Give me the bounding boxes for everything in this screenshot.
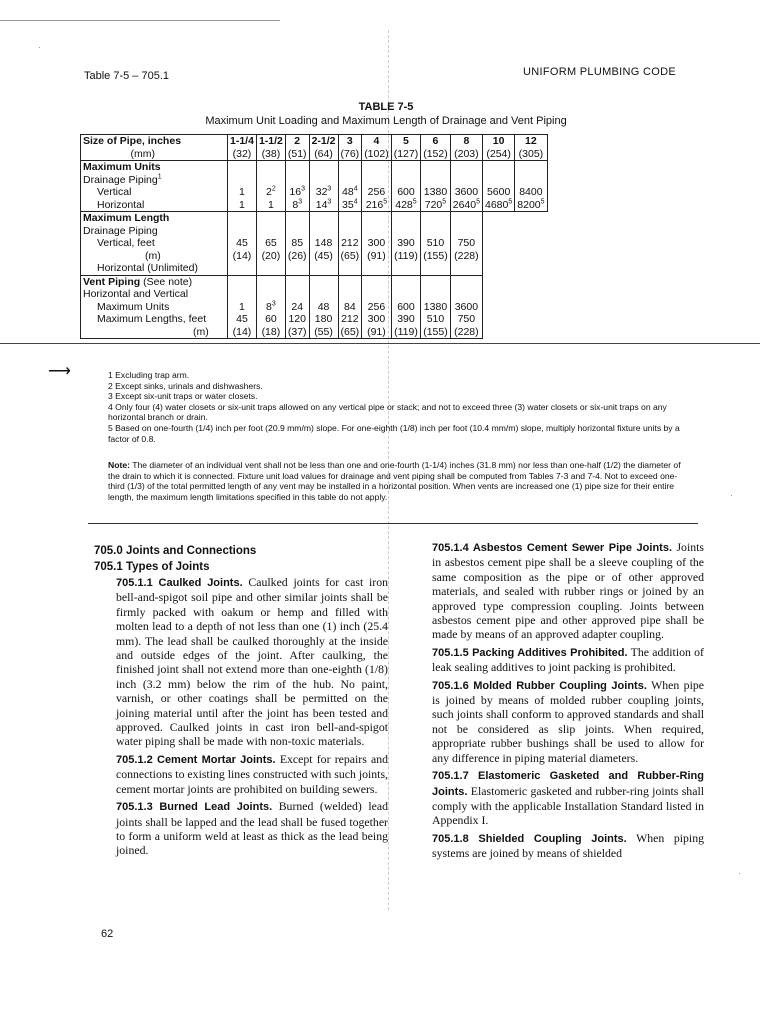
vent-feet: 390 bbox=[397, 313, 415, 325]
vent-m: (155) bbox=[423, 325, 448, 338]
empty-cell bbox=[483, 275, 515, 339]
footnote-ref: 5 bbox=[442, 198, 447, 205]
footnote-ref: 5 bbox=[508, 198, 513, 205]
footnote-ref: 4 bbox=[353, 198, 358, 205]
length-feet: 390 bbox=[397, 237, 415, 249]
vertical-value: 16 bbox=[289, 186, 302, 198]
length-m: (45) bbox=[314, 249, 333, 262]
footnote-ref: 5 bbox=[540, 198, 545, 205]
size-value: 12 bbox=[525, 135, 537, 147]
size-cell bbox=[391, 135, 421, 161]
size-value: 1-1/2 bbox=[258, 135, 283, 147]
size-mm: (152) bbox=[423, 147, 448, 160]
size-mm: (127) bbox=[393, 147, 419, 160]
value-cell bbox=[228, 161, 257, 212]
paragraph-text: Elastomeric gasketed and rubber-ring joints shall comply with the applicable Installation Standard listed in Appendix I. bbox=[432, 783, 704, 828]
paragraph-heading: 705.1.6 Molded Rubber Coupling Joints. bbox=[432, 679, 647, 692]
size-mm: (305) bbox=[518, 147, 544, 160]
value-cell bbox=[338, 161, 362, 212]
vertical-value: 2 bbox=[266, 186, 272, 198]
paragraph bbox=[432, 540, 704, 642]
paragraph-text: The addition of leak sealing additives to joint packing is prohibited. bbox=[432, 644, 704, 675]
empty-cell bbox=[483, 212, 515, 276]
footnote-ref: 3 bbox=[298, 198, 303, 205]
footnote-ref: 3 bbox=[327, 185, 332, 193]
horizontal-value: 2640 bbox=[452, 198, 477, 211]
footnote-ref: 5 bbox=[476, 198, 480, 205]
paragraph-text: When piping systems are joined by means of shielded bbox=[432, 830, 704, 861]
value-cell bbox=[338, 275, 362, 339]
value-cell bbox=[309, 212, 338, 276]
size-cell bbox=[309, 135, 338, 161]
vent-feet: 212 bbox=[341, 313, 359, 325]
vent-units: 24 bbox=[291, 300, 304, 313]
vent-m: (119) bbox=[394, 325, 418, 338]
value-cell bbox=[362, 212, 392, 276]
value-cell bbox=[421, 161, 451, 212]
value-cell bbox=[421, 212, 451, 276]
vent-units: 600 bbox=[397, 300, 415, 313]
value-cell bbox=[450, 212, 482, 276]
vertical-value: 48 bbox=[342, 186, 354, 198]
size-mm: (32) bbox=[232, 147, 252, 160]
vertical-value: 256 bbox=[367, 186, 386, 198]
vent-feet: 120 bbox=[288, 313, 306, 325]
footnote-ref: 5 bbox=[412, 198, 417, 205]
value-cell bbox=[391, 275, 421, 339]
footnote: 1 Excluding trap arm. bbox=[108, 370, 190, 380]
value-cell bbox=[309, 275, 338, 339]
size-label: Size of Pipe, inches bbox=[83, 135, 182, 147]
vent-feet: 750 bbox=[457, 313, 476, 325]
paragraph bbox=[432, 768, 704, 828]
length-feet: 750 bbox=[457, 237, 476, 249]
vent-units: 48 bbox=[317, 300, 330, 313]
size-cell bbox=[256, 135, 285, 161]
vertical-value: 1380 bbox=[423, 186, 448, 198]
value-cell bbox=[285, 161, 309, 212]
size-cell bbox=[362, 135, 392, 161]
footnote-ref: 3 bbox=[301, 185, 306, 193]
table-title-block bbox=[84, 100, 688, 128]
section-label: Maximum Units bbox=[83, 161, 161, 173]
horizontal-value: 14 bbox=[315, 198, 328, 211]
value-cell bbox=[421, 275, 451, 339]
size-cell bbox=[450, 135, 482, 161]
vent-m: (37) bbox=[287, 325, 307, 338]
size-cell bbox=[338, 135, 362, 161]
length-feet: 45 bbox=[236, 237, 248, 249]
size-value: 1-1/4 bbox=[230, 135, 254, 147]
table-row bbox=[81, 275, 548, 339]
section-label: Maximum Length bbox=[83, 212, 170, 224]
length-feet: 85 bbox=[291, 237, 304, 249]
table-container bbox=[80, 134, 548, 339]
value-cell bbox=[228, 212, 257, 276]
horizontal-value: 216 bbox=[365, 198, 384, 211]
scan-speck: · bbox=[738, 868, 741, 878]
value-cell bbox=[450, 161, 482, 212]
strike-through-line bbox=[0, 343, 760, 344]
length-m: (228) bbox=[454, 249, 479, 262]
header-left: Table 7-5 – 705.1 bbox=[84, 70, 170, 82]
length-m: (155) bbox=[423, 249, 448, 262]
footnote-ref: 5 bbox=[383, 198, 388, 205]
vent-feet: 45 bbox=[236, 313, 248, 325]
scan-speck: · bbox=[730, 490, 733, 500]
vent-m: (91) bbox=[367, 325, 386, 338]
value-cell bbox=[285, 212, 309, 276]
row-label: Maximum Lengths, feet bbox=[97, 313, 207, 325]
value-cell bbox=[450, 275, 482, 339]
row-label: Horizontal bbox=[97, 198, 145, 211]
paragraph-text: Except for repairs and connections to existing lines constructed with such joints, cement mortar joints are prohibited on building sewers. bbox=[116, 751, 389, 796]
paragraph-heading: 705.1.4 Asbestos Cement Sewer Pipe Joints. bbox=[432, 542, 672, 554]
row-label: Drainage Piping bbox=[83, 224, 158, 237]
vent-feet: 510 bbox=[426, 313, 445, 325]
vertical-value: 32 bbox=[315, 186, 328, 198]
value-cell bbox=[228, 275, 257, 339]
table-note bbox=[108, 460, 688, 502]
vent-units: 8 bbox=[266, 300, 272, 313]
size-cell bbox=[285, 135, 309, 161]
paragraph-heading: 705.1.5 Packing Additives Prohibited. bbox=[432, 646, 628, 659]
paragraph-heading: 705.1.7 Elastomeric Gasketed and Rubber-Ring Joints. bbox=[432, 770, 704, 798]
value-cell bbox=[309, 161, 338, 212]
length-feet: 212 bbox=[341, 237, 359, 249]
length-feet: 300 bbox=[367, 237, 386, 249]
vent-units: 1380 bbox=[423, 300, 448, 313]
vertical-value: 600 bbox=[397, 186, 415, 198]
row-label: Vertical bbox=[97, 186, 132, 198]
paragraph-text: Burned (welded) lead joints shall be lapped and the lead shall be fused together to form a uniform weld at least as thick as the lead being joined. bbox=[116, 799, 388, 858]
size-cell bbox=[228, 135, 257, 161]
max-length-label-cell bbox=[81, 212, 228, 276]
paragraph-heading: 705.1.2 Cement Mortar Joints. bbox=[116, 753, 276, 766]
length-m: (20) bbox=[261, 249, 281, 262]
top-rule bbox=[0, 20, 280, 21]
length-m: (26) bbox=[287, 249, 307, 262]
paragraph bbox=[432, 678, 704, 765]
vent-feet: 60 bbox=[265, 313, 277, 325]
length-feet: 65 bbox=[265, 237, 277, 249]
note-text: The diameter of an individual vent shall not be less than one and one-fourth (1-1/4) inches (31.8 mm) nor less than one-half (1/2) the diameter of the drain to which it is connected. Fixture unit load values for drainage and vent piping shall be computed from Tables 7-3 and 7-4. Not to exceed one-third (1/3) of the total permitted length of any vent may be installed in a horizontal position. When vents are increased one (1) pipe size for their entire length, the maximum length limitations specified in this table do not apply. bbox=[108, 460, 681, 502]
footnote: 3 Except six-unit traps or water closets. bbox=[108, 391, 258, 402]
size-value: 5 bbox=[403, 135, 409, 147]
size-mm: (64) bbox=[314, 147, 333, 160]
size-cell bbox=[421, 135, 451, 161]
vertical-value: 1 bbox=[239, 186, 245, 198]
left-column bbox=[94, 543, 388, 858]
paragraph bbox=[94, 752, 388, 796]
size-cell bbox=[483, 135, 515, 161]
value-cell bbox=[362, 161, 392, 212]
table-row bbox=[81, 135, 548, 161]
footnote: 4 Only four (4) water closets or six-unit traps allowed on any vertical pipe or stack; and not to exceed three (3) water closets or six-unit traps on any horizontal branch or drain. bbox=[108, 401, 667, 423]
row-label: Horizontal and Vertical bbox=[83, 288, 189, 300]
vent-m: (65) bbox=[340, 325, 360, 338]
paragraph-heading: 705.1.1 Caulked Joints. bbox=[116, 577, 243, 589]
value-cell bbox=[483, 161, 515, 212]
row-label: (m) bbox=[193, 325, 209, 338]
footnote-ref: 2 bbox=[271, 185, 276, 193]
footnote-ref: 3 bbox=[327, 198, 332, 205]
section-label: Vent Piping bbox=[83, 275, 141, 288]
paragraph bbox=[94, 799, 388, 858]
row-label: Maximum Units bbox=[97, 300, 170, 313]
footnote: 5 Based on one-fourth (1/4) inch per foot (20.9 mm/m) slope. For one-eighth (1/8) inch per foot (10.4 mm/m) slope, multiply horizontal fixture units by a factor of 0.8. bbox=[108, 422, 680, 444]
see-note: (See note) bbox=[143, 275, 193, 288]
empty-cell bbox=[515, 212, 547, 276]
section-heading: 705.1 Types of Joints bbox=[94, 561, 210, 573]
paragraph-text: Caulked joints for cast iron bell-and-spigot soil pipe and other similar joints shall be firmly packed with oakum or hemp and filled with molten lead to a depth of not less than one (1) inch (25.4 mm). The lead shall be caulked thoroughly at the inside and outside edges of the joint. After caulking, the finished joint shall not extend more than one-eighth (1/8) inch (3.2 mm) below the rim of the hub. No paint, varnish, or other coatings shall be permitted on the joining material until after the joint has been tested and approved. Caulked joints in cast iron bell-and-spigot water piping shall be made with non-toxic materials. bbox=[116, 575, 388, 749]
value-cell bbox=[256, 275, 285, 339]
size-mm: (38) bbox=[261, 147, 281, 160]
horizontal-value: 4680 bbox=[485, 198, 509, 211]
horizontal-value: 1 bbox=[239, 198, 245, 211]
size-mm: (203) bbox=[454, 147, 479, 160]
vent-feet: 300 bbox=[367, 313, 386, 325]
length-feet: 510 bbox=[426, 237, 445, 249]
unit-loading-table bbox=[80, 134, 548, 339]
section-divider bbox=[88, 523, 698, 524]
vertical-value: 3600 bbox=[454, 186, 479, 198]
horizontal-value: 8200 bbox=[517, 198, 541, 211]
table-row bbox=[81, 212, 548, 276]
vertical-value: 8400 bbox=[519, 186, 543, 198]
size-value: 2-1/2 bbox=[311, 135, 336, 147]
size-value: 10 bbox=[492, 135, 505, 147]
length-feet: 148 bbox=[314, 237, 333, 249]
vent-feet: 180 bbox=[314, 313, 333, 325]
paragraph bbox=[432, 645, 704, 675]
size-value: 4 bbox=[373, 135, 380, 147]
length-m: (119) bbox=[394, 249, 418, 262]
size-mm: (76) bbox=[340, 147, 360, 160]
size-value: 2 bbox=[294, 135, 301, 147]
value-cell bbox=[256, 212, 285, 276]
paragraph bbox=[94, 575, 388, 749]
value-cell bbox=[338, 212, 362, 276]
length-m: (65) bbox=[340, 249, 360, 262]
size-header-cell bbox=[81, 135, 228, 161]
table-subtitle: Maximum Unit Loading and Maximum Length of Drainage and Vent Piping bbox=[205, 115, 567, 127]
value-cell bbox=[285, 275, 309, 339]
value-cell bbox=[391, 161, 421, 212]
paragraph-heading: 705.1.3 Burned Lead Joints. bbox=[116, 801, 273, 814]
note-label: Note: bbox=[108, 460, 130, 470]
length-m: (14) bbox=[232, 249, 252, 262]
size-value: 8 bbox=[463, 135, 470, 147]
vent-units: 3600 bbox=[454, 300, 479, 313]
footnote: 2 Except sinks, urinals and dishwashers. bbox=[108, 380, 263, 391]
footnote-ref: 4 bbox=[353, 185, 358, 193]
vent-m: (18) bbox=[261, 325, 281, 338]
size-value: 3 bbox=[346, 135, 353, 147]
paragraph-text: Joints in asbestos cement pipe shall be a sleeve coupling of the same composition as the pipe or of other approved materials, and sealed with rubber rings or joined by an approved type compression coupling. Joints between asbestos cement pipe and other approved pipe shall be made by means of an approved adapter coupling. bbox=[432, 540, 704, 642]
paragraph bbox=[432, 831, 704, 861]
vent-m: (228) bbox=[454, 325, 479, 338]
vertical-value: 5600 bbox=[486, 186, 511, 198]
length-m: (91) bbox=[367, 249, 386, 262]
paragraph-text: When pipe is joined by means of molded rubber coupling joints, such joints shall conform to approved standards and shall not be considered as slip joints. When required, appropriate rubber bushings shall be used to allow for any difference in piping material diameters. bbox=[432, 677, 704, 765]
table-row bbox=[81, 161, 548, 212]
row-label: Vertical, feet bbox=[97, 237, 155, 249]
table-title: TABLE 7-5 bbox=[358, 101, 414, 113]
horizontal-value: 35 bbox=[342, 198, 354, 211]
mm-label: (mm) bbox=[130, 147, 155, 160]
size-cell bbox=[515, 135, 547, 161]
section-heading: 705.0 Joints and Connections bbox=[94, 545, 257, 557]
value-cell bbox=[391, 212, 421, 276]
max-units-label-cell: Maximum Units Drainage Piping$^1$ Vertical Horizontal bbox=[81, 161, 228, 212]
empty-cell bbox=[515, 275, 547, 339]
horizontal-value: 1 bbox=[267, 198, 274, 211]
row-label: (m) bbox=[145, 249, 161, 262]
size-mm: (254) bbox=[486, 147, 511, 160]
vent-units: 1 bbox=[239, 300, 245, 313]
size-value: 6 bbox=[432, 135, 439, 147]
footnote-ref: 3 bbox=[271, 300, 276, 307]
arrow-right-icon: ⟶ bbox=[48, 363, 71, 380]
table-footnotes bbox=[108, 370, 688, 444]
horizontal-value: 720 bbox=[424, 198, 443, 211]
horizontal-value: 428 bbox=[395, 198, 413, 211]
page-number: 62 bbox=[101, 928, 114, 940]
row-label: Horizontal (Unlimited) bbox=[97, 262, 198, 274]
value-cell bbox=[256, 161, 285, 212]
vent-label-cell bbox=[81, 275, 228, 339]
header-right: UNIFORM PLUMBING CODE bbox=[523, 66, 676, 78]
vent-units: 84 bbox=[344, 300, 356, 313]
vent-units: 256 bbox=[367, 300, 386, 313]
size-mm: (51) bbox=[287, 147, 307, 160]
right-column bbox=[432, 540, 704, 861]
scan-speck: · bbox=[38, 42, 41, 52]
value-cell bbox=[515, 161, 547, 212]
row-label: Drainage Piping bbox=[83, 173, 158, 186]
horizontal-value: 8 bbox=[292, 198, 299, 211]
size-mm: (102) bbox=[364, 147, 389, 160]
value-cell bbox=[362, 275, 392, 339]
vent-m: (55) bbox=[314, 325, 333, 338]
paragraph-heading: 705.1.8 Shielded Coupling Joints. bbox=[432, 832, 627, 845]
vent-m: (14) bbox=[232, 325, 252, 338]
